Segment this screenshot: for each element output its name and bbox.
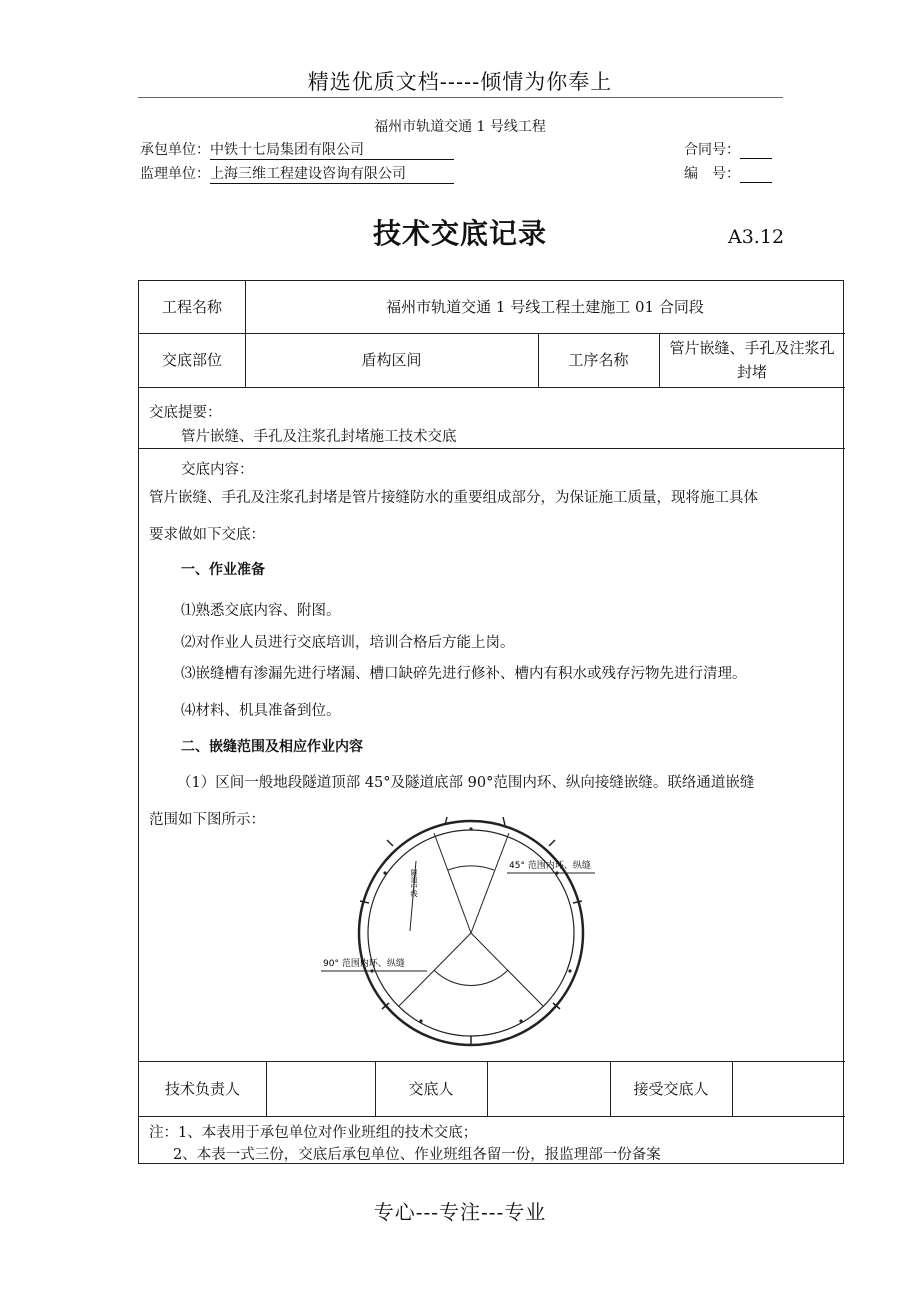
top-range-label: 45° 范围内环、纵缝 [509, 861, 591, 871]
prep-item-2: ⑵对作业人员进行交底培训，培训合格后方能上岗。 [181, 635, 515, 651]
number-line [684, 163, 772, 183]
content-intro-1: 管片嵌缝、手孔及注浆孔封堵是管片接缝防水的重要组成部分，为保证施工质量，现将施工具体 [149, 490, 758, 506]
section-2-para-2: 范围如下图所示： [149, 812, 265, 828]
bolt-dot [568, 969, 571, 972]
bolt-dot [469, 827, 472, 830]
joint-mark [573, 901, 582, 903]
receiver-signature[interactable] [732, 1061, 845, 1116]
discloser-label: 交底人 [408, 1079, 454, 1098]
note-1: 注：1、本表用于承包单位对作业班组的技术交底； [149, 1125, 478, 1141]
location-label: 交底部位 [161, 351, 222, 369]
page-header: 精选优质文档-----倾情为你奉上 [307, 70, 613, 94]
row-divider [139, 448, 845, 449]
angle-arc-90 [434, 970, 508, 985]
joint-mark [549, 840, 555, 846]
section-2-para-1: （1）区间一般地段隧道顶部 45°及隧道底部 90°范围内环、纵向接缝嵌缝。联络通道嵌缝 [177, 775, 755, 791]
process-value: 管片嵌缝、手孔及注浆孔封堵 [669, 339, 835, 381]
number-label: 编 号： [684, 166, 740, 182]
row-divider [139, 1116, 845, 1117]
summary-label: 交底提要： [149, 405, 222, 421]
col-divider [659, 333, 660, 387]
project-name: 福州市轨道交通 1 号线工程 [374, 119, 546, 135]
contract-no-blank [740, 144, 772, 159]
location-value: 盾构区间 [361, 351, 422, 369]
contractor-label: 承包单位： [140, 142, 210, 158]
axis-label: 隧道中线 [410, 869, 418, 897]
content-intro-2: 要求做如下交底： [149, 527, 265, 543]
angle-arc-45 [448, 866, 494, 870]
form-code: A3.12 [728, 226, 785, 248]
bolt-dot [555, 871, 558, 874]
prep-item-4: ⑷材料、机具准备到位。 [181, 703, 341, 719]
number-blank [740, 168, 772, 183]
tech-lead-signature[interactable] [266, 1061, 375, 1116]
bolt-dot [519, 1019, 522, 1022]
page-footer: 专心---专注---专业 [373, 1200, 547, 1224]
receiver-label: 接受交底人 [633, 1079, 709, 1098]
section-2-heading: 二、嵌缝范围及相应作业内容 [181, 739, 363, 755]
prep-item-3: ⑶嵌缝槽有渗漏先进行堵漏、槽口缺碎先进行修补、槽内有积水或残存污物先进行清理。 [181, 666, 747, 682]
record-table [138, 280, 844, 1164]
row-divider [139, 387, 845, 388]
discloser-signature[interactable] [487, 1061, 610, 1116]
joint-mark [503, 817, 505, 825]
supervisor-line [140, 163, 454, 184]
summary-value: 管片嵌缝、手孔及注浆孔封堵施工技术交底 [181, 429, 457, 445]
bottom-range-label: 90° 范围内环、纵缝 [323, 959, 405, 969]
project-name-value: 福州市轨道交通 1 号线工程土建施工 01 合同段 [386, 298, 704, 316]
contract-no-line [684, 139, 772, 159]
supervisor-label: 监理单位： [140, 166, 210, 182]
header-rule [138, 97, 783, 98]
supervisor-value: 上海三维工程建设咨询有限公司 [210, 163, 454, 184]
bolt-dot [419, 1019, 422, 1022]
range-line-top-left [434, 833, 471, 933]
tunnel-cross-section-diagram [309, 811, 669, 1061]
contractor-value: 中铁十七局集团有限公司 [210, 139, 454, 160]
project-name-label: 工程名称 [161, 298, 222, 316]
range-line-top-right [471, 833, 509, 933]
contractor-line [140, 139, 454, 160]
prep-item-1: ⑴熟悉交底内容、附图。 [181, 603, 341, 619]
note-2: 2、本表一式三份，交底后承包单位、作业班组各留一份，报监理部一份备案 [173, 1147, 661, 1163]
bolt-dot [383, 871, 386, 874]
contract-no-label: 合同号： [684, 142, 740, 158]
range-line-bottom-right [471, 933, 543, 1006]
joint-mark [360, 901, 369, 903]
joint-mark [387, 840, 393, 846]
process-label: 工序名称 [568, 351, 629, 369]
range-line-bottom-left [399, 933, 471, 1006]
document-title: 技术交底记录 [372, 217, 547, 250]
content-label: 交底内容： [181, 462, 254, 478]
tech-lead-label: 技术负责人 [164, 1079, 240, 1098]
bolt-dot [370, 969, 373, 972]
section-1-heading: 一、作业准备 [181, 562, 265, 578]
